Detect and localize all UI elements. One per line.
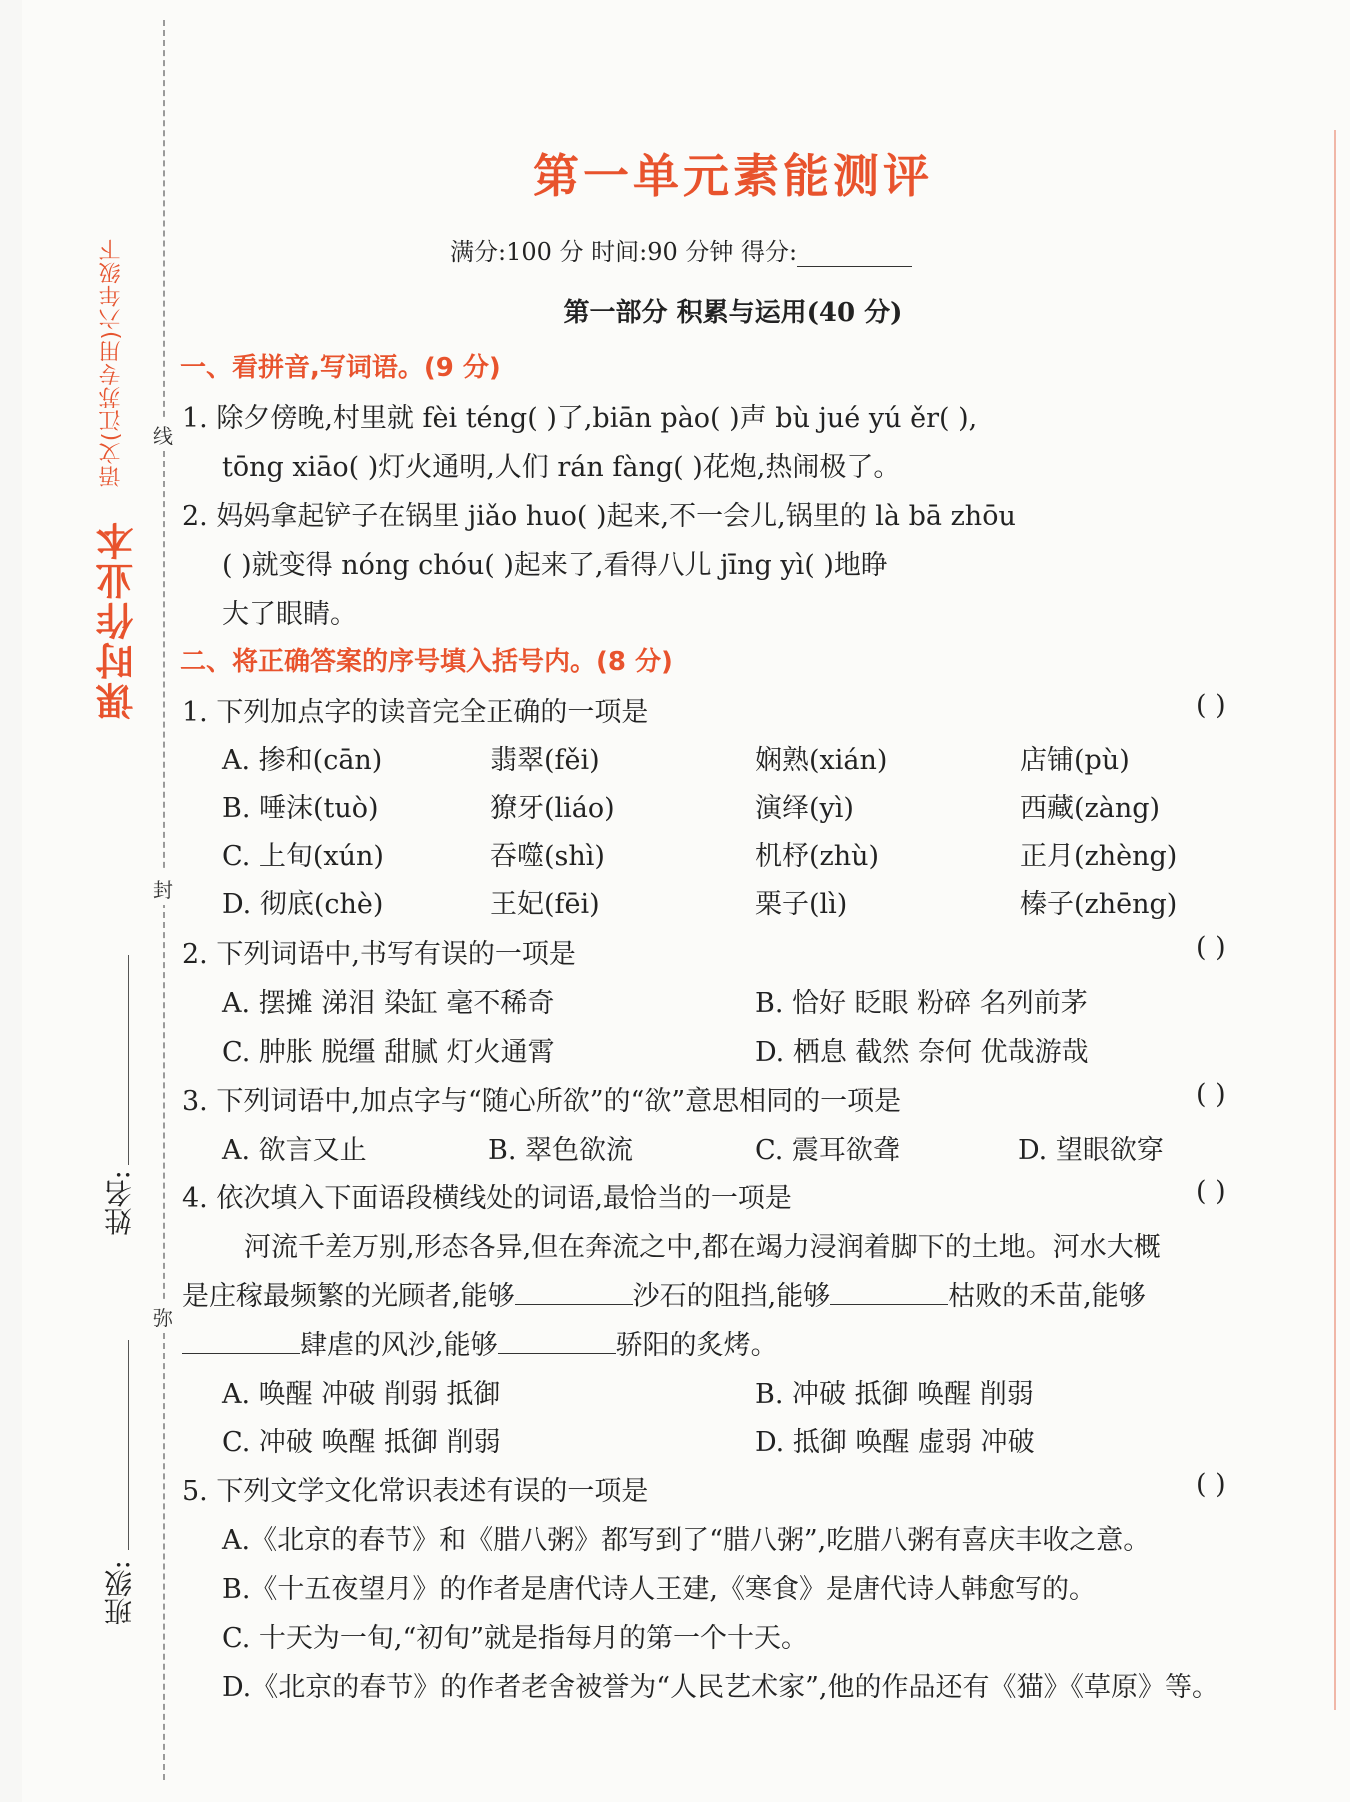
mc2-opt-d: D. 栖息 截然 奈何 优哉游哉 bbox=[755, 1037, 1089, 1068]
mc3-answer-paren[interactable]: ( ) bbox=[1196, 1079, 1226, 1110]
mc4-passage-3 bbox=[182, 1323, 778, 1362]
section-1-heading: 一、看拼音,写词语。(9 分) bbox=[180, 353, 501, 383]
name-field[interactable] bbox=[128, 955, 129, 1165]
mc4-p2b: 沙石的阻挡,能够 bbox=[632, 1281, 831, 1312]
mc4-p2c: 枯败的禾苗,能够 bbox=[948, 1281, 1146, 1312]
mc1-b-4: 西藏(zàng) bbox=[1020, 793, 1161, 824]
mc4-stem: 4. 依次填入下面语段横线处的词语,最恰当的一项是 bbox=[182, 1183, 792, 1214]
mc2-stem: 2. 下列词语中,书写有误的一项是 bbox=[182, 939, 576, 970]
mc5-opt-d: D.《北京的春节》的作者老舍被誉为“人民艺术家”,他的作品还有《猫》《草原》等。 bbox=[222, 1672, 1219, 1703]
mc1-d-2: 王妃(fēi) bbox=[490, 889, 600, 920]
q2-line-3: 大了眼睛。 bbox=[222, 599, 357, 630]
mc4-opt-a: A. 唤醒 冲破 削弱 抵御 bbox=[222, 1379, 501, 1410]
section-2-heading: 二、将正确答案的序号填入括号内。(8 分) bbox=[180, 647, 673, 677]
mc1-b-3: 演绎(yì) bbox=[755, 793, 854, 824]
q1-line-1: 1. 除夕傍晚,村里就 fèi téng( )了,biān pào( )声 bù jué yú ěr( ), bbox=[182, 403, 978, 434]
score-meta bbox=[450, 232, 912, 267]
score-blank[interactable] bbox=[797, 244, 912, 267]
mc2-opt-c: C. 肿胀 脱缰 甜腻 灯火通霄 bbox=[222, 1037, 555, 1068]
mc1-stem: 1. 下列加点字的读音完全正确的一项是 bbox=[182, 697, 649, 728]
mc4-opt-b: B. 冲破 抵御 唤醒 削弱 bbox=[755, 1379, 1034, 1410]
brand-subtitle: 语文(江苏专用)六年级下 bbox=[99, 238, 124, 488]
mc4-passage-2 bbox=[182, 1274, 1146, 1313]
mc3-stem: 3. 下列词语中,加点字与“随心所欲”的“欲”意思相同的一项是 bbox=[182, 1086, 902, 1117]
mc3-opt-b: B. 翠色欲流 bbox=[488, 1135, 634, 1166]
mc1-c-3: 机杼(zhù) bbox=[755, 841, 880, 872]
mc2-opt-a: A. 摆摊 涕泪 染缸 毫不稀奇 bbox=[222, 988, 555, 1019]
mc1-a-3: 娴熟(xián) bbox=[755, 745, 888, 776]
mc2-answer-paren[interactable]: ( ) bbox=[1196, 932, 1226, 963]
cut-char-line: 线 bbox=[153, 418, 173, 451]
brand-logo: 课时作业本 bbox=[96, 520, 140, 720]
mc1-a-2: 翡翠(fěi) bbox=[490, 745, 600, 776]
mc1-c-1: C. 上旬(xún) bbox=[222, 841, 384, 872]
mc4-opt-c: C. 冲破 唤醒 抵御 削弱 bbox=[222, 1427, 501, 1458]
mc4-blank-3[interactable] bbox=[182, 1327, 300, 1354]
mc1-a-4: 店铺(pù) bbox=[1020, 745, 1130, 776]
mc4-p3a: 肆虐的风沙,能够 bbox=[300, 1330, 498, 1361]
class-label: 班级: bbox=[103, 1560, 136, 1626]
mc5-answer-paren[interactable]: ( ) bbox=[1196, 1469, 1226, 1500]
mc4-passage-1: 河流千差万别,形态各异,但在奔流之中,都在竭力浸润着脚下的土地。河水大概 bbox=[244, 1232, 1161, 1263]
mc1-c-2: 吞噬(shì) bbox=[490, 841, 605, 872]
margin-rule bbox=[1334, 130, 1336, 1710]
mc3-opt-d: D. 望眼欲穿 bbox=[1018, 1135, 1164, 1166]
mc4-blank-2[interactable] bbox=[830, 1278, 948, 1305]
mc2-opt-b: B. 恰好 眨眼 粉碎 名列前茅 bbox=[755, 988, 1088, 1019]
mc4-p2a: 是庄稼最频繁的光顾者,能够 bbox=[182, 1281, 515, 1312]
mc4-blank-4[interactable] bbox=[498, 1327, 616, 1354]
mc4-blank-1[interactable] bbox=[515, 1278, 633, 1305]
q2-line-2: ( )就变得 nóng chóu( )起来了,看得八儿 jīng yì( )地睁 bbox=[222, 550, 888, 581]
name-label: 姓名: bbox=[103, 1170, 136, 1236]
mc1-b-2: 獠牙(liáo) bbox=[490, 793, 615, 824]
mc1-a-1: A. 掺和(cān) bbox=[222, 745, 383, 776]
mc1-b-1: B. 唾沫(tuò) bbox=[222, 793, 379, 824]
meta-text: 满分:100 分 时间:90 分钟 得分: bbox=[450, 238, 798, 266]
mc1-d-3: 栗子(lì) bbox=[755, 889, 848, 920]
mc1-d-1: D. 彻底(chè) bbox=[222, 889, 384, 920]
cut-char-mi: 弥 bbox=[153, 1300, 173, 1333]
mc3-opt-c: C. 震耳欲聋 bbox=[755, 1135, 900, 1166]
mc1-c-4: 正月(zhèng) bbox=[1020, 841, 1178, 872]
mc1-d-4: 榛子(zhēng) bbox=[1020, 889, 1178, 920]
mc5-opt-b: B.《十五夜望月》的作者是唐代诗人王建,《寒食》是唐代诗人韩愈写的。 bbox=[222, 1574, 1097, 1605]
mc3-opt-a: A. 欲言又止 bbox=[222, 1135, 367, 1166]
mc5-opt-c: C. 十天为一旬,“初旬”就是指每月的第一个十天。 bbox=[222, 1623, 809, 1654]
q2-line-1: 2. 妈妈拿起铲子在锅里 jiǎo huo( )起来,不一会儿,锅里的 là bā zhōu bbox=[182, 501, 1016, 532]
class-field[interactable] bbox=[128, 1340, 129, 1550]
mc4-answer-paren[interactable]: ( ) bbox=[1196, 1176, 1226, 1207]
cut-char-seal: 封 bbox=[153, 872, 173, 905]
mc5-stem: 5. 下列文学文化常识表述有误的一项是 bbox=[182, 1476, 649, 1507]
q1-line-2: tōng xiāo( )灯火通明,人们 rán fàng( )花炮,热闹极了。 bbox=[222, 452, 901, 483]
part-heading: 第一部分 积累与运用(40 分) bbox=[563, 298, 903, 328]
mc4-opt-d: D. 抵御 唤醒 虚弱 冲破 bbox=[755, 1427, 1035, 1458]
mc4-p3b: 骄阳的炙烤。 bbox=[615, 1330, 778, 1361]
mc1-answer-paren[interactable]: ( ) bbox=[1196, 690, 1226, 721]
mc5-opt-a: A.《北京的春节》和《腊八粥》都写到了“腊八粥”,吃腊八粥有喜庆丰收之意。 bbox=[222, 1525, 1151, 1556]
page-title: 第一单元素能测评 bbox=[533, 149, 933, 203]
